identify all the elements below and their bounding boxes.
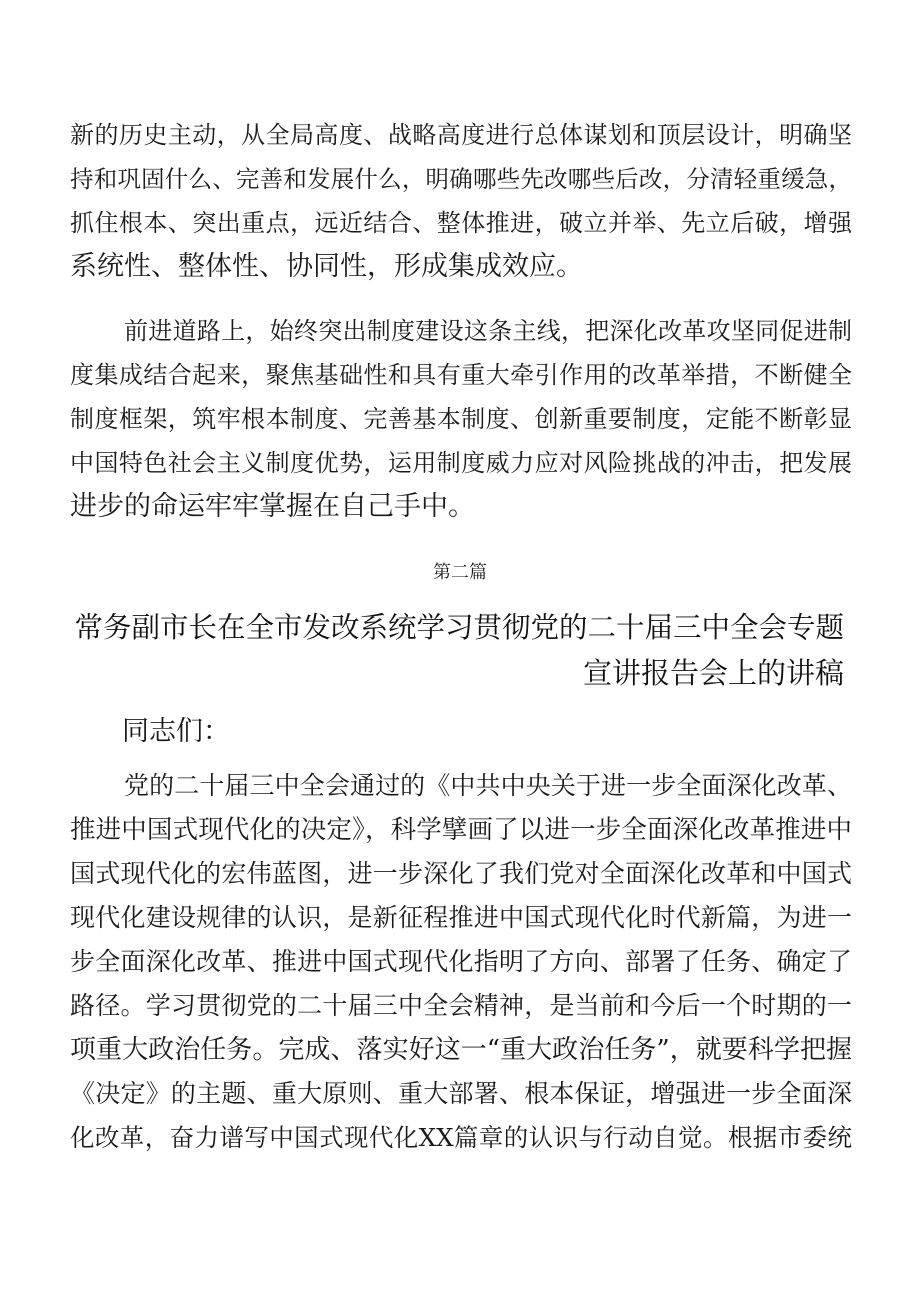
paragraph-line: 系统性、整体性、协同性，形成集成效应。 [70, 251, 583, 282]
greeting: 同志们： [122, 716, 230, 747]
paragraph-line: 度集成结合起来，聚焦基础性和具有重大牵引作用的改革举措，不断健全 [70, 361, 852, 389]
paragraph-line: 持和巩固什么、完善和发展什么，明确哪些先改哪些后改，分清轻重缓急， [70, 165, 852, 193]
paragraph-line: 新的历史主动，从全局高度、战略高度进行总体谋划和顶层设计，明确坚 [70, 121, 852, 149]
paragraph-line: 项重大政治任务。完成、落实好这一“重大政治任务”，就要科学把握 [70, 1035, 852, 1065]
paragraph-line: 制度框架，筑牢根本制度、完善基本制度、创新重要制度，定能不断彰显 [70, 405, 852, 433]
paragraph-line: 步全面深化改革、推进中国式现代化指明了方向、部署了任务、确定了 [70, 947, 852, 976]
paragraph-line: 《决定》的主题、重大原则、重大部署、根本保证，增强进一步全面深 [70, 1079, 852, 1108]
paragraph-line: 国式现代化的宏伟蓝图，进一步深化了我们党对全面深化改革和中国式 [70, 859, 852, 888]
paragraph-line: 前进道路上，始终突出制度建设这条主线，把深化改革攻坚同促进制 [124, 317, 852, 345]
speech-title-line-1: 常务副市长在全市发改系统学习贯彻党的二十届三中全会专题 [74, 611, 844, 644]
paragraph-line: 抓住根本、突出重点，远近结合、整体推进，破立并举、先立后破，增强 [70, 209, 852, 237]
paragraph-line: 推进中国式现代化的决定》，科学擘画了以进一步全面深化改革推进中 [70, 815, 852, 845]
paragraph-line: 化改革，奋力谱写中国式现代化XX篇章的认识与行动自觉。根据市委统 [70, 1123, 852, 1152]
paragraph-line: 进步的命运牢牢掌握在自己手中。 [70, 491, 475, 522]
paragraph-line: 中国特色社会主义制度优势，运用制度威力应对风险挑战的冲击，把发展 [70, 449, 852, 477]
section-label: 第二篇 [433, 562, 487, 583]
paragraph-line: 路径。学习贯彻党的二十届三中全会精神，是当前和今后一个时期的一 [70, 991, 852, 1020]
paragraph-line: 党的二十届三中全会通过的《中共中央关于进一步全面深化改革、 [124, 771, 852, 800]
speech-title-line-2: 宣讲报告会上的讲稿 [582, 656, 844, 690]
paragraph-line: 现代化建设规律的认识，是新征程推进中国式现代化时代新篇，为进一 [70, 903, 852, 932]
